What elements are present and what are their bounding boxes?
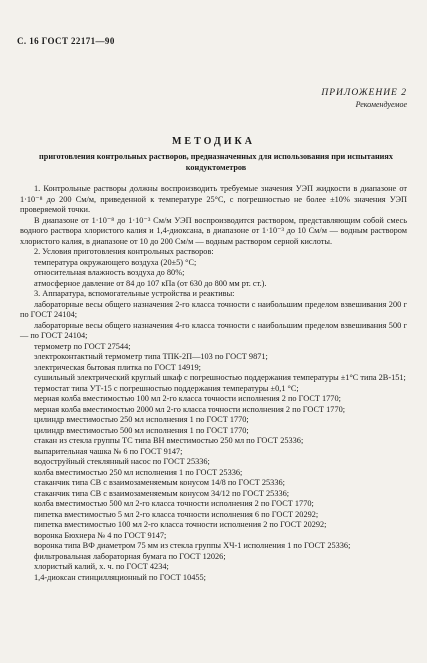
paragraph: 2. Условия приготовления контрольных растворов: (34, 247, 214, 256)
list-item: воронка Бюхнера № 4 по ГОСТ 9147; (34, 530, 167, 540)
list-item: лабораторные весы общего назначения 2-го класса точности с наибольшим пределом взвешивания 200 г по ГОСТ 24104; (20, 299, 407, 319)
appendix-subtitle: Рекомендуемое (355, 99, 407, 109)
list-item: электрическая бытовая плитка по ГОСТ 14919; (34, 362, 201, 372)
list-item: выпарительная чашка № 6 по ГОСТ 9147; (34, 446, 183, 456)
appendix-label (321, 88, 407, 110)
list-item: мерная колба вместимостью 100 мл 2-го класса точности исполнения 2 по ГОСТ 1770; (34, 394, 341, 403)
list-item: термометр по ГОСТ 27544; (34, 341, 131, 351)
list-item: пипетка вместимостью 5 мл 2-го класса точности исполнения 6 по ГОСТ 20292; (34, 509, 319, 519)
paragraph: относительная влажность воздуха до 80%; (34, 268, 185, 277)
list-item: лабораторные весы общего назначения 4-го класса точности с наибольшим пределом взвешивания 500 г — по ГОСТ 24104; (20, 320, 407, 340)
list-item: мерная колба вместимостью 2000 мл 2-го класса точности исполнения 2 по ГОСТ 1770; (34, 404, 346, 414)
document-subtitle: приготовления контрольных растворов, предназначенных для использования при испытаниях кондуктометров (39, 152, 393, 172)
list-item: стакан из стекла группы ТС типа ВН вместимостью 250 мл по ГОСТ 25336; (34, 436, 304, 445)
paragraph: В диапазоне от 1·10⁻⁸ до 1·10⁻³ См/м УЭП воспроизводится раствором, представляющим собой смесь водного раствора хлористого калия и 1,4-диоксана, в диапазоне от 1·10⁻³ до 10 См/м — водным раствором хлористого калия, в диапазоне от 10 до 200 См/м — водным раствором серной кислоты. (20, 215, 407, 246)
list-item: колба вместимостью 500 мл 2-го класса точности исполнения 2 по ГОСТ 1770; (34, 499, 314, 508)
list-item: электроконтактный термометр типа ТПК-2П—103 по ГОСТ 9871; (34, 352, 268, 361)
list-item: стаканчик типа СВ с взаимозаменяемым конусом 34/12 по ГОСТ 25336; (34, 488, 290, 498)
document-body (20, 184, 407, 583)
paragraph: атмосферное давление от 84 до 107 кПа (от 630 до 800 мм рт. ст.). (34, 278, 267, 288)
document-title: МЕТОДИКА (171, 136, 256, 147)
appendix-title: ПРИЛОЖЕНИЕ 2 (321, 88, 407, 98)
page-header: С. 16 ГОСТ 22171—90 (17, 36, 115, 46)
list-item: фильтровальная лабораторная бумага по ГОСТ 12026; (34, 551, 226, 561)
list-item: водоструйный стеклянный насос по ГОСТ 25336; (34, 457, 210, 466)
paragraph: 3. Аппаратура, вспомогательные устройства и реактивы: (34, 289, 235, 298)
paragraph: 1. Контрольные растворы должны воспроизводить требуемые значения УЭП жидкости в диапазоне от 1·10⁻⁸ до 200 См/м, приведенной к температуре 25°С, с погрешностью не более ±10% значения УЭП проверяемой точки. (20, 184, 407, 214)
list-item: цилиндр вместимостью 250 мл исполнения 1 по ГОСТ 1770; (34, 415, 249, 424)
list-item: термостат типа УТ-15 с погрешностью поддержания температуры ±0,1 °С; (34, 383, 299, 393)
list-item: хлористый калий, х. ч. по ГОСТ 4234; (34, 562, 169, 571)
list-item: сушильный электрический круглый шкаф с погрешностью поддержания температуры ±1°С типа 2В-151; (34, 373, 406, 382)
list-item: воронка типа ВФ диаметром 75 мм из стекла группы ХЧ-1 исполнения 1 по ГОСТ 25336; (34, 541, 351, 550)
list-item: 1,4-диоксан стинцилляционный по ГОСТ 10455; (34, 572, 206, 582)
list-item: цилиндр вместимостью 500 мл исполнения 1 по ГОСТ 1770; (34, 425, 249, 435)
paragraph: температура окружающего воздуха (20±5) °С; (34, 257, 197, 267)
list-item: пипетка вместимостью 100 мл 2-го класса точности исполнения 2 по ГОСТ 20292; (34, 520, 327, 529)
list-item: стаканчик типа СВ с взаимозаменяемым конусом 14/8 по ГОСТ 25336; (34, 478, 285, 487)
list-item: колба вместимостью 250 мл исполнения 1 по ГОСТ 25336; (34, 467, 243, 477)
